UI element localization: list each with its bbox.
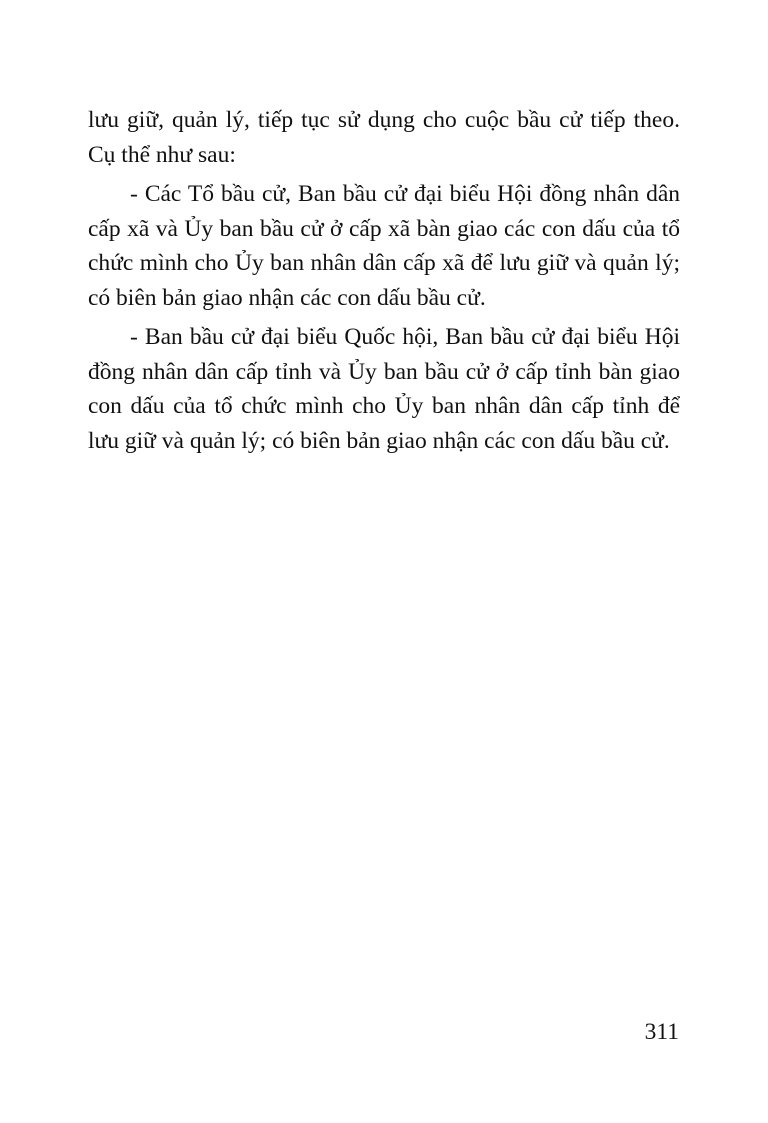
commune-level-handover-paragraph: - Các Tổ bầu cử, Ban bầu cử đại biểu Hội đồng nhân dân cấp xã và Ủy ban bầu cử ở cấp xã bàn giao các con dấu của tổ chức mình cho Ủy ban nhân dân cấp xã để lưu giữ và quản lý; có biên bản giao nhận các con dấu bầu cử. [88,181,680,311]
page-body [88,103,680,458]
page-number: 311 [644,1019,679,1045]
continuation-paragraph: lưu giữ, quản lý, tiếp tục sử dụng cho cuộc bầu cử tiếp theo. Cụ thể như sau: [88,107,680,168]
provincial-level-handover-paragraph: - Ban bầu cử đại biểu Quốc hội, Ban bầu cử đại biểu Hội đồng nhân dân cấp tỉnh và Ủy ban bầu cử ở cấp tỉnh bàn giao con dấu của tổ chức mình cho Ủy ban nhân dân cấp tỉnh để lưu giữ và quản lý; có biên bản giao nhận các con dấu bầu cử. [88,324,680,454]
